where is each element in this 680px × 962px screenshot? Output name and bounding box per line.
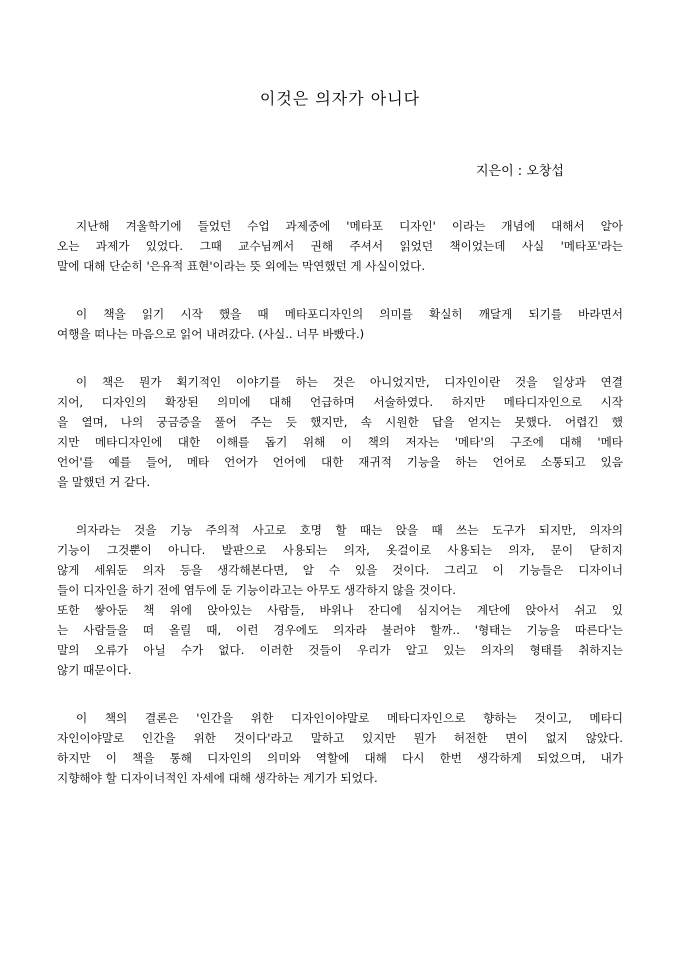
paragraph-3: [57, 372, 623, 492]
text-line: 들이 디자인을 하기 전에 염두에 둔 기능이라고는 아무도 생각하지 않을 것이다.: [57, 583, 456, 597]
paragraph-5: [57, 708, 623, 788]
text-line: 지난해 겨울학기에 들었던 수업 과제중에 '메타포 디자인' 이라는 개념에 대해서 알아: [76, 219, 623, 233]
text-line: 을 말했던 거 같다.: [57, 475, 151, 489]
text-line: 말의 오류가 아닐 수가 없다. 이러한 것들이 우리가 알고 있는 의자의 형태를 취하지는: [57, 643, 623, 657]
paragraph-4: [57, 520, 623, 680]
text-line: 의자라는 것을 기능 주의적 사고로 호명 할 때는 앉을 때 쓰는 도구가 되지만, 의자의: [76, 523, 623, 537]
text-line: 이 책은 뭔가 획기적인 이야기를 하는 것은 아니었지만, 디자인이란 것을 일상과 연결: [76, 375, 623, 389]
text-line: 언어'를 예를 들어, 메타 언어가 언어에 대한 재귀적 기능을 하는 언어로 소통되고 있음: [57, 455, 623, 469]
text-line: 말에 대해 단순히 '은유적 표현'이라는 뜻 외에는 막연했던 게 사실이었다.: [57, 259, 426, 273]
document-body: [57, 216, 623, 816]
text-line: 기능이 그것뿐이 아니다. 발판으로 사용되는 의자, 옷걸이로 사용되는 의자, 문이 닫히지: [57, 543, 623, 557]
text-line: 오는 과제가 있었다. 그때 교수님께서 권해 주셔서 읽었던 책이었는데 사실 '메타포'라는: [57, 239, 623, 253]
text-line: 않기 때문이다.: [57, 663, 132, 677]
text-line: 이 책을 읽기 시작 했을 때 메타포디자인의 의미를 확실히 깨달게 되기를 바라면서: [76, 307, 623, 321]
document-title: 이것은 의자가 아니다: [259, 89, 421, 108]
text-line: 지만 메타디자인에 대한 이해를 돕기 위해 이 책의 저자는 '메타'의 구조에 대해 '메타: [57, 435, 623, 449]
paragraph-1: [57, 216, 623, 276]
text-line: 않게 세워둔 의자 등을 생각해본다면, 알 수 있을 것이다. 그리고 이 기능들은 디자이너: [57, 563, 623, 577]
paragraph-2: [57, 304, 623, 344]
text-line: 지어, 디자인의 확장된 의미에 대해 언급하며 서술하였다. 하지만 메타디자인으로 시작: [57, 395, 623, 409]
text-line: 이 책의 결론은 '인간을 위한 디자인이야말로 메타디자인으로 향하는 것이고, 메타디: [76, 711, 623, 725]
text-line: 또한 쌓아둔 책 위에 앉아있는 사람들, 바위나 잔디에 심지어는 계단에 앉아서 쉬고 있: [57, 603, 623, 617]
text-line: 여행을 떠나는 마음으로 읽어 내려갔다. (사실.. 너무 바빴다.): [57, 327, 365, 341]
text-line: 지향해야 할 디자이너적인 자세에 대해 생각하는 계기가 되었다.: [57, 771, 378, 785]
author-line: 지은이 : 오창섭: [476, 164, 564, 179]
text-line: 을 열며, 나의 궁금증을 풀어 주는 듯 했지만, 속 시원한 답을 얻지는 못했다. 어렵긴 했: [57, 415, 623, 429]
text-line: 하지만 이 책을 통해 디자인의 의미와 역할에 대해 다시 한번 생각하게 되었으며, 내가: [57, 751, 623, 765]
text-line: 는 사람들을 떠 올릴 때, 이런 경우에도 의자라 불러야 할까.. '형태는 기능을 따른다'는: [57, 623, 623, 637]
text-line: 자인이야말로 인간을 위한 것이다'라고 말하고 있지만 뭔가 허전한 면이 없지 않았다.: [57, 731, 623, 745]
